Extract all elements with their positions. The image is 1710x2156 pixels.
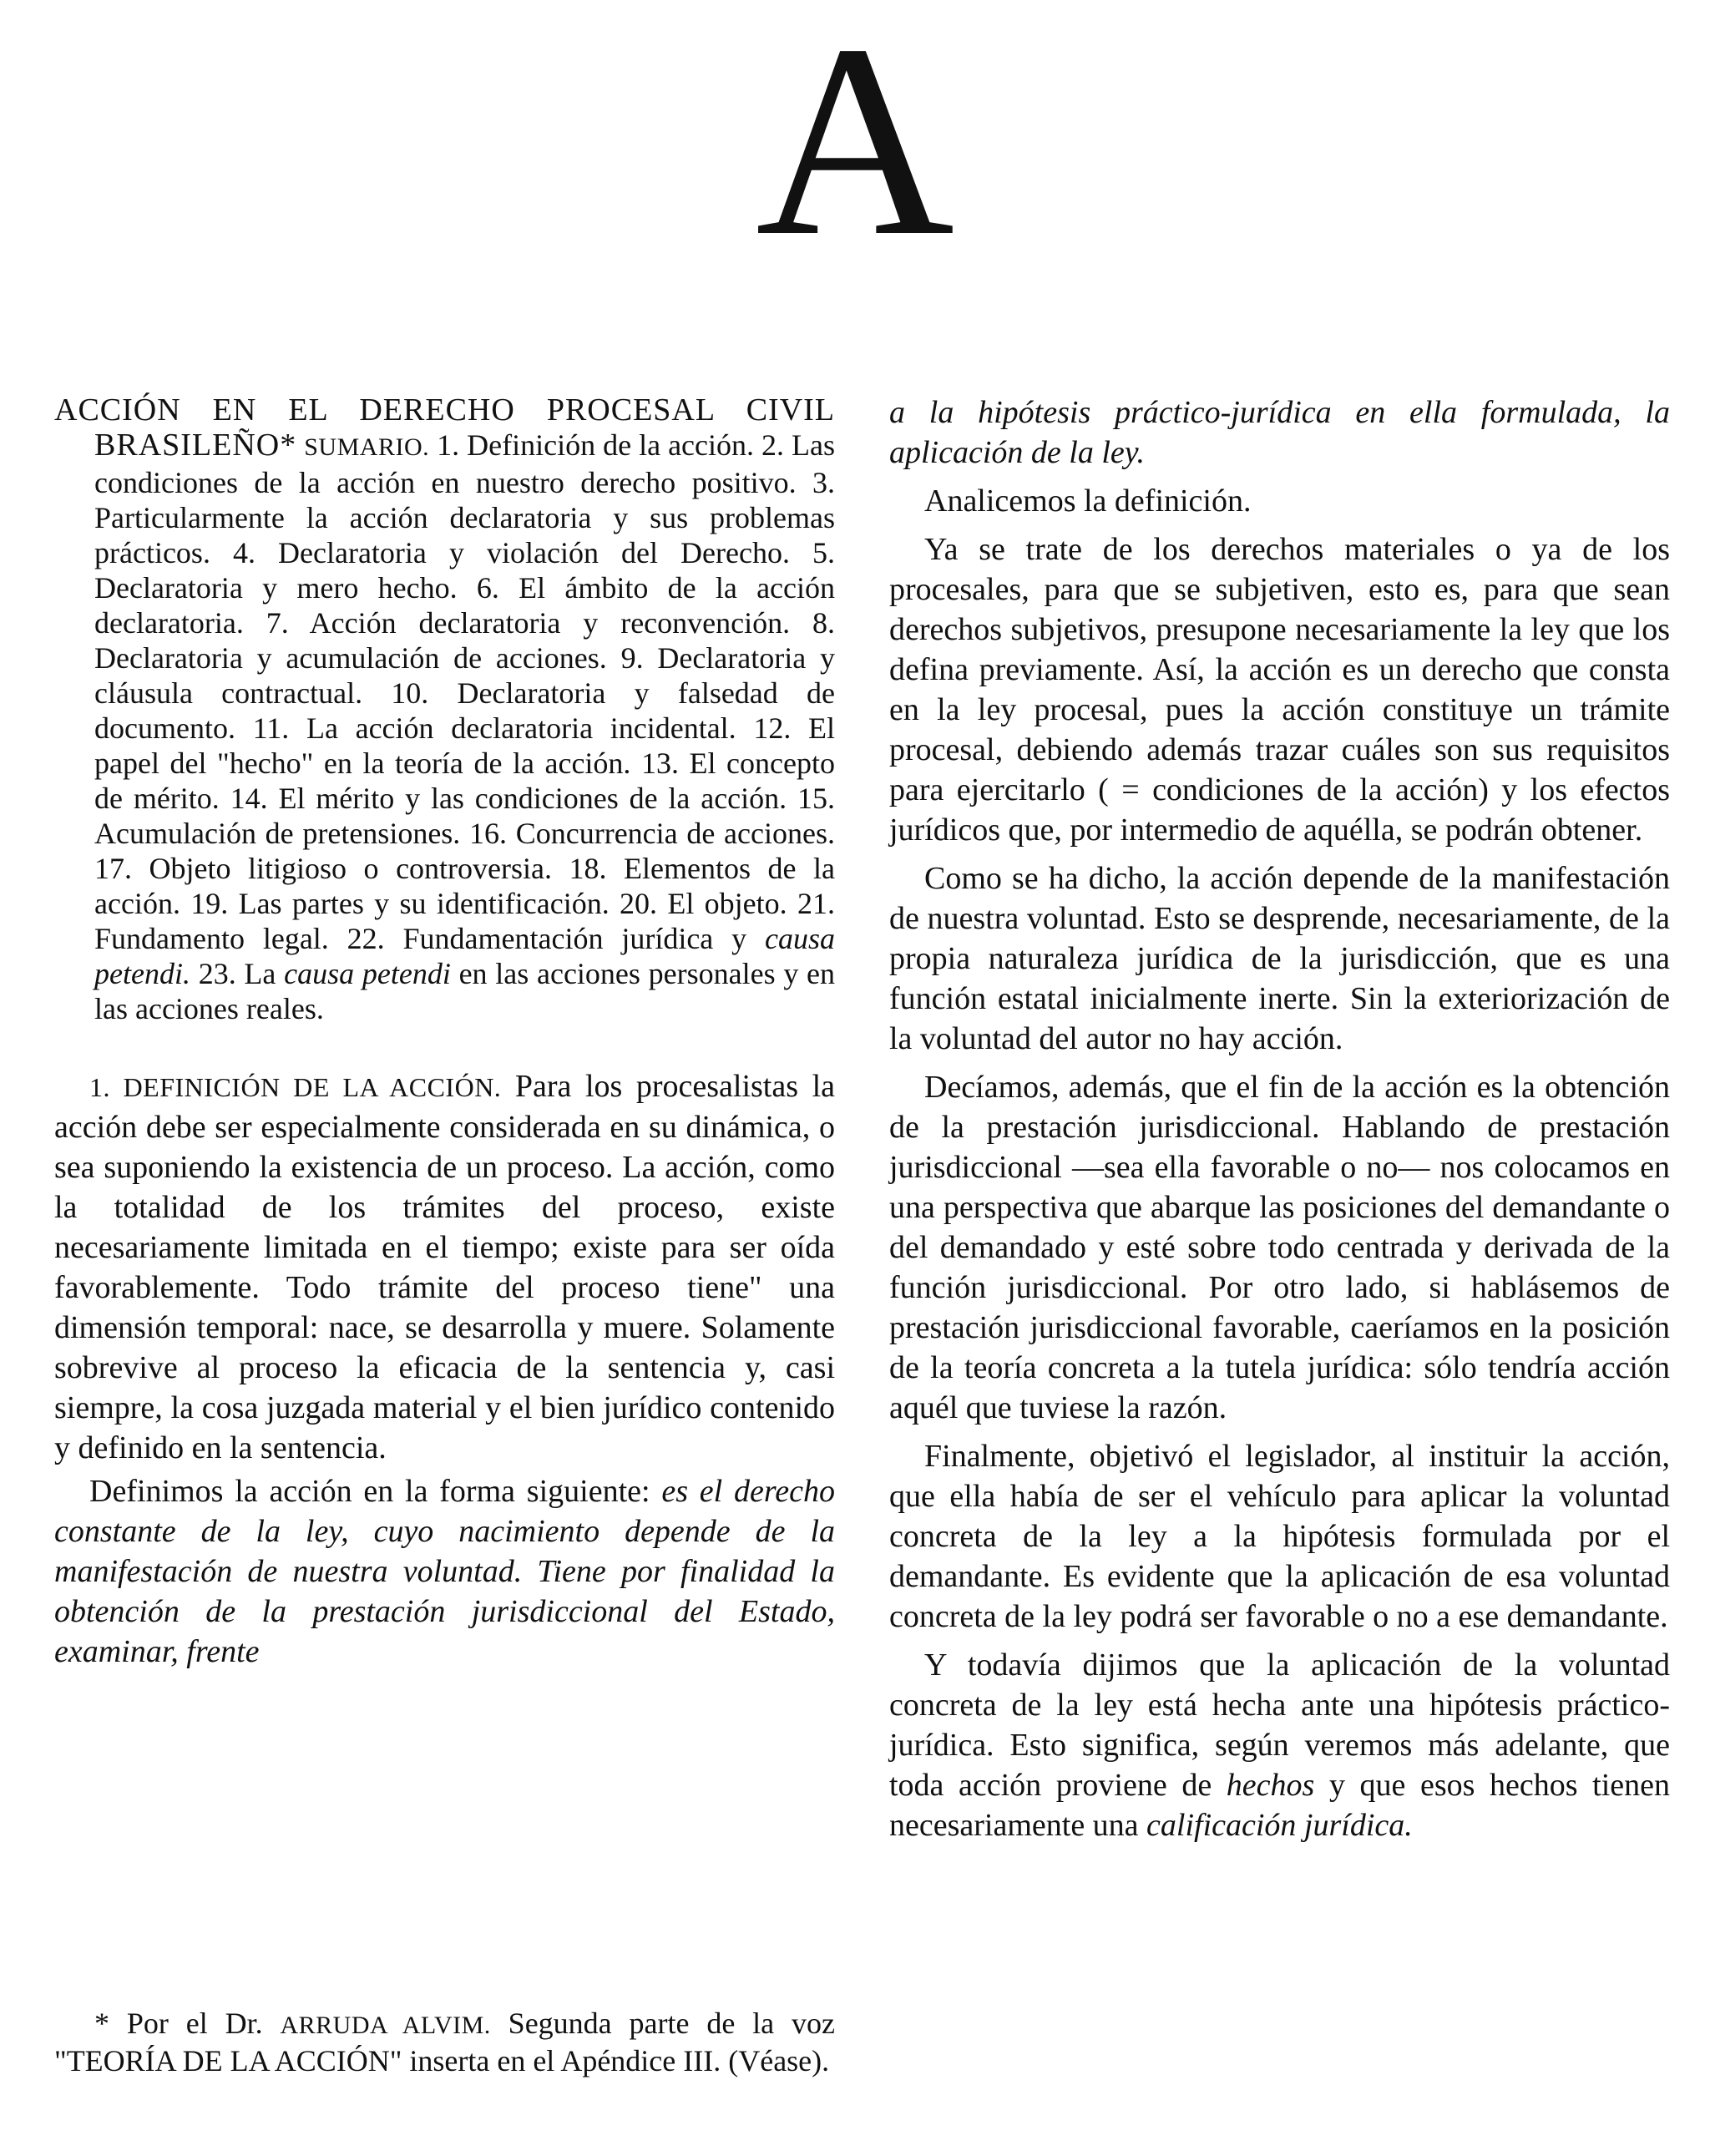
italic-word: hechos <box>1226 1768 1315 1803</box>
summary-italic-2: causa petendi <box>284 957 451 990</box>
summary-label: SUMARIO. <box>304 433 430 461</box>
paragraph-text: Para los procesalistas la acción debe ser especialmente considerada en su dinámica, o sea suponiendo la existencia de un proceso. La acción, como la totalidad de los trámites del proceso, existe necesariamente limitada en el tiempo; existe para ser oída favorablemente. Todo trámite del proceso tiene" una dimensión temporal: nace, se desarrolla y muere. Solamente sobrevive al proceso la eficacia de la sentencia y, casi siempre, la cosa juzgada material y el bien jurídico contenido y definido en la sentencia. <box>54 1069 835 1465</box>
paragraph: Ya se trate de los derechos materiales o ya de los procesales, para que se subjetiven, esto es, para que sean derechos subjetivos, presupone necesariamente la ley que los defina previamente. Así, la acción es un derecho que consta en la ley procesal, pues la acción constituye un trámite procesal, debiendo además trazar cuáles son sus requisitos para ejercitarlo ( = condiciones de la acción) y los efectos jurídicos que, por intermedio de aquélla, se podrán obtener. <box>889 532 1670 848</box>
summary-items: 1. Definición de la acción. 2. Las condiciones de la acción en nuestro derecho positivo. 3. Particularmente la acción declaratoria y sus problemas prácticos. 4. Declaratoria y violación del Derecho. 5. Declaratoria y mero hecho. 6. El ámbito de la acción declaratoria. 7. Acción declaratoria y reconvención. 8. Declaratoria y acumulación de acciones. 9. Declaratoria y cláusula contractual. 10. Declaratoria y falsedad de documento. 11. La acción declaratoria incidental. 12. El papel del "hecho" en la teoría de la acción. 13. El concepto de mérito. 14. El mérito y las condiciones de la acción. 15. Acumulación de pretensiones. 16. Concurrencia de acciones. 17. Objeto litigioso o controversia. 18. Elementos de la acción. 19. Las partes y su identificación. 20. El objeto. 21. Fundamento legal. 22. Fundamentación jurídica y <box>94 428 836 955</box>
paragraph-text: Definimos la acción en la forma siguiente: <box>89 1474 650 1509</box>
footnote-author: ARRUDA ALVIM. <box>280 2012 491 2039</box>
paragraph: Decíamos, además, que el fin de la acción es la obtención de la prestación jurisdiccional. Hablando de prestación jurisdiccional —sea ella favorable o no— nos colocamos en una perspectiva que abarque las posiciones del demandante o del demandado y esté sobre todo centrada y derivada de la función jurisdiccional. Por otro lado, si hablásemos de prestación jurisdiccional favorable, caeríamos en la posición de la teoría concreta a la tutela jurídica: sólo tendría acción aquél que tuviese la razón. <box>889 1070 1670 1425</box>
summary-mid: 23. La <box>198 957 276 990</box>
article-title: ACCIÓN EN EL DERECHO PROCESAL CIVIL BRASILEÑO* <box>54 392 835 463</box>
right-column <box>889 392 1670 1854</box>
italic-phrase: calificación jurídica. <box>1146 1808 1413 1843</box>
paragraph <box>889 1645 1670 1845</box>
paragraph: Como se ha dicho, la acción depende de la manifestación de nuestra voluntad. Esto se desprende, necesariamente, de la propia naturaleza jurídica de la jurisdicción, que es una función estatal inicialmente inerte. Sin la exteriorización de la voluntad del autor no hay acción. <box>889 861 1670 1056</box>
summary-italic-1: causa petendi. <box>94 922 835 990</box>
section-1-paragraph-2 <box>54 1471 835 1672</box>
footnote-rest: Segunda parte de la voz "TEORÍA DE LA ACCIÓN" inserta en el Apéndice III. (Véase). <box>54 2007 836 2078</box>
paragraph: Finalmente, objetivó el legislador, al instituir la acción, que ella había de ser el vehículo para aplicar la voluntad concreta de la ley a la hipótesis formulada por el demandante. Es evidente que la aplicación de esa voluntad concreta de la ley podrá ser favorable o no a ese demandante. <box>889 1439 1670 1634</box>
paragraph: Analicemos la definición. <box>924 483 1252 519</box>
definition-italic: es el derecho constante de la ley, cuyo nacimiento depende de la manifestación de nuestra voluntad. Tiene por finalidad la obtención de la prestación jurisdiccional del Estado, examinar, frente <box>54 1474 836 1669</box>
article-summary <box>54 392 835 1026</box>
chapter-letter: A <box>755 0 955 293</box>
paragraph-text: y que esos hechos tienen necesariamente una <box>889 1768 1671 1843</box>
footnote-start: * Por el Dr. <box>94 2007 263 2040</box>
left-column <box>54 392 835 1672</box>
summary-end: en las acciones personales y en las acciones reales. <box>94 957 836 1025</box>
definition-continuation: a la hipótesis práctico-jurídica en ella formulada, la aplicación de la ley. <box>889 395 1670 470</box>
section-1-paragraph-1 <box>54 1066 835 1468</box>
paragraph-text: Y todavía dijimos que la aplicación de la voluntad concreta de la ley está hecha ante una hipótesis práctico-jurídica. Esto significa, según veremos más adelante, que toda acción proviene de <box>889 1647 1670 1803</box>
footnote <box>54 2006 835 2078</box>
section-heading: 1. DEFINICIÓN DE LA ACCIÓN. <box>89 1072 502 1102</box>
